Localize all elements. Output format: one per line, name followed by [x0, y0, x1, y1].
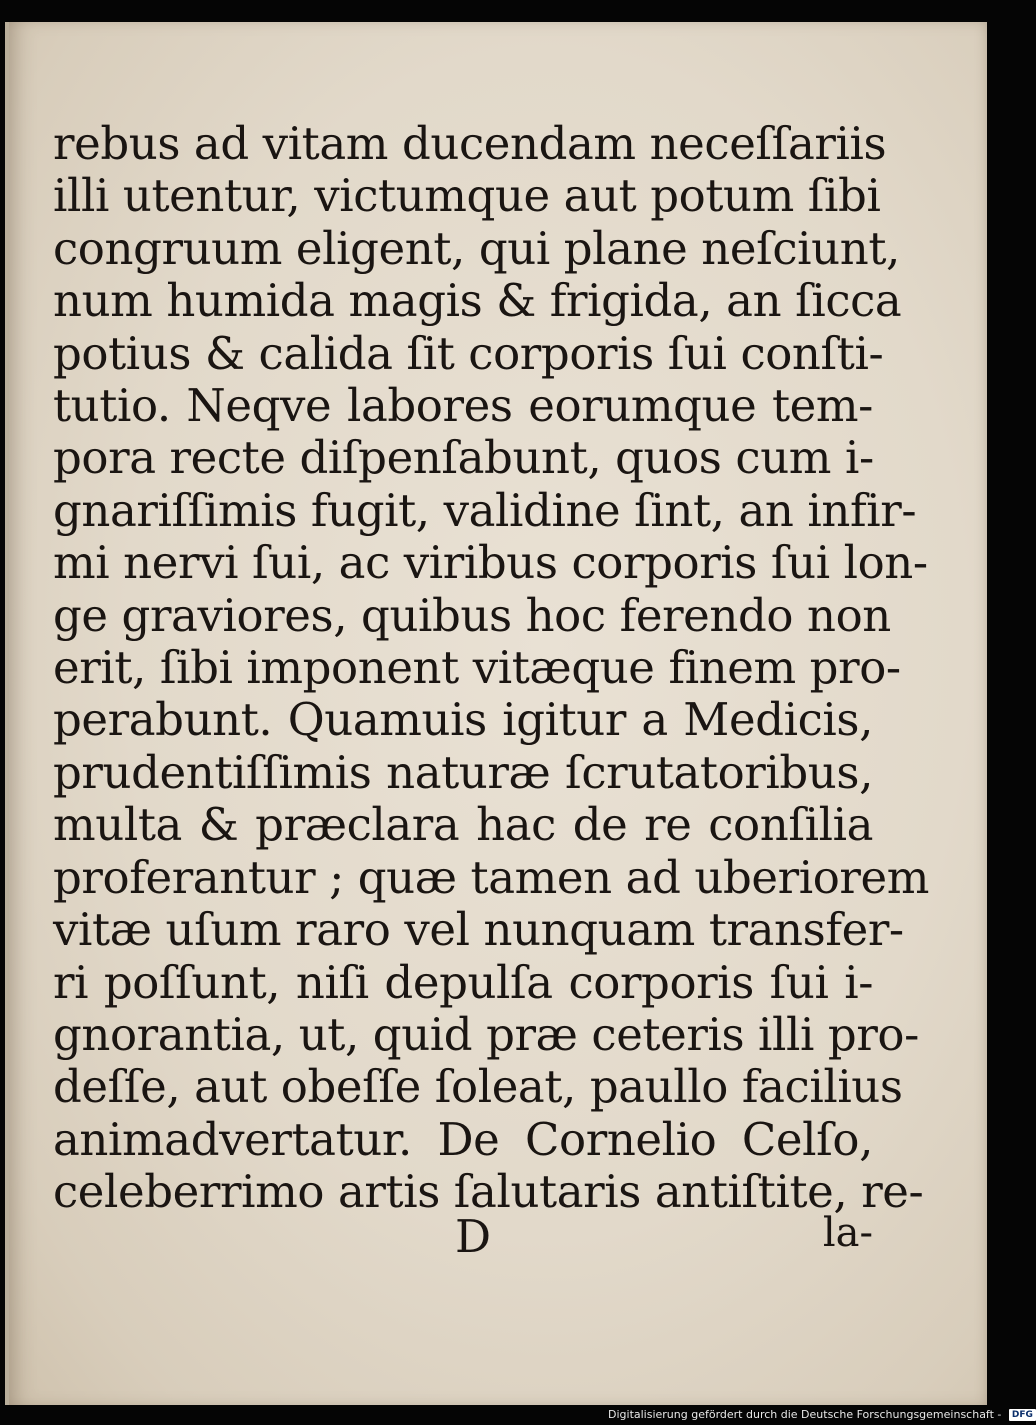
digitization-credit — [608, 1407, 1036, 1423]
text-line-21: celeberrimo artis ſalutaris antiſtite, re- — [53, 1165, 924, 1219]
text-line-9: mi nervi ſui, ac viribus corporis ſui lon- — [53, 536, 928, 590]
dfg-logo-icon: DFG — [1009, 1409, 1036, 1421]
text-line-19: deſſe, aut obeſſe ſoleat, paullo facilius — [53, 1060, 903, 1114]
text-line-3: congruum eligent, qui plane neſciunt, — [53, 221, 900, 275]
text-line-8: gnariſſimis fugit, validine ſint, an infir- — [53, 483, 917, 537]
text-line-14: multa & præclara hac de re conſilia — [53, 798, 873, 852]
catchword: la- — [822, 1210, 873, 1256]
text-line-2: illi utentur, victumque aut potum ſibi — [53, 169, 881, 223]
text-line-10: ge graviores, quibus hoc ferendo non — [53, 588, 891, 642]
credit-text: Digitalisierung gefördert durch die Deutsche Forschungsgemeinschaft - — [608, 1408, 1002, 1421]
page-footer-marks — [53, 1210, 873, 1262]
text-line-5: potius & calida ſit corporis ſui conſti- — [53, 326, 884, 380]
body-text — [53, 117, 930, 1219]
text-line-20: animadvertatur. De Cornelio Celſo, — [53, 1112, 873, 1166]
text-line-17: ri poſſunt, niſi depulſa corporis ſui i- — [53, 955, 873, 1009]
text-line-6: tutio. Neqve labores eorumque tem- — [53, 379, 873, 433]
text-line-7: pora recte diſpenſabunt, quos cum i- — [53, 431, 874, 485]
text-line-15: proferantur ; quæ tamen ad uberiorem — [53, 850, 930, 904]
text-line-18: gnorantia, ut, quid præ ceteris illi pro- — [53, 1007, 919, 1061]
text-line-16: vitæ uſum raro vel nunquam transfer- — [53, 903, 904, 957]
signature-mark: D — [455, 1210, 492, 1263]
text-line-4: num humida magis & frigida, an ſicca — [53, 274, 902, 328]
text-line-12: perabunt. Quamuis igitur a Medicis, — [53, 693, 873, 747]
text-line-13: prudentiſſimis naturæ ſcrutatoribus, — [53, 745, 873, 799]
text-line-11: erit, ſibi imponent vitæque finem pro- — [53, 641, 901, 695]
text-line-1: rebus ad vitam ducendam neceſſariis — [53, 117, 887, 170]
book-page — [5, 22, 987, 1405]
